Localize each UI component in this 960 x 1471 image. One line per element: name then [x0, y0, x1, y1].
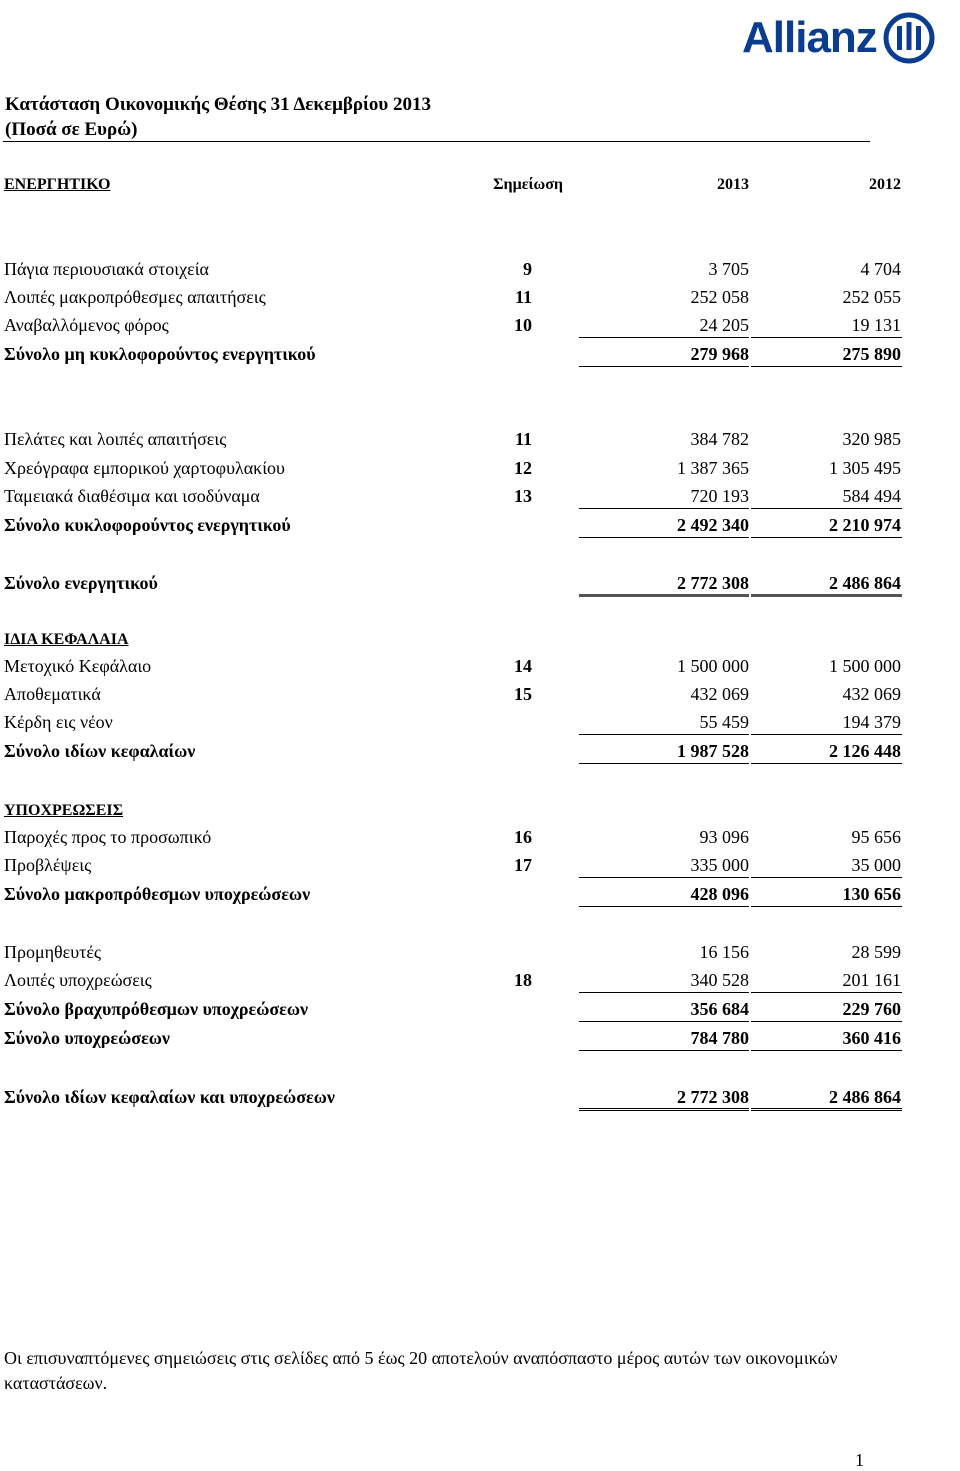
title-divider [3, 141, 870, 142]
total-equity-liabilities-row: Σύνολο ιδίων κεφαλαίων και υποχρεώσεων 2 772 308 2 486 864 [4, 1087, 901, 1107]
table-row: Λοιπές μακροπρόθεσμες απαιτήσεις 11 252 058 252 055 [4, 287, 901, 307]
subtotal-row: Σύνολο υποχρεώσεων 784 780 360 416 [4, 1028, 901, 1048]
subtotal-rule [751, 337, 902, 338]
page-number: 1 [855, 1450, 864, 1470]
total-rule [579, 594, 749, 597]
subtotal-rule [751, 508, 902, 509]
section-equity-heading: ΙΔΙΑ ΚΕΦΑΛΑΙΑ [4, 631, 129, 648]
document-title [5, 92, 431, 142]
subtotal-rule [579, 1050, 749, 1051]
table-row: Μετοχικό Κεφάλαιο 14 1 500 000 1 500 000 [4, 656, 901, 676]
table-row: Αναβαλλόμενος φόρος 10 24 205 19 131 [4, 315, 901, 335]
footer-note: Οι επισυναπτόμενες σημειώσεις στις σελίδες από 5 έως 20 αποτελούν αναπόσπαστο μέρος αυτών των οικονομικών καταστάσεων. [4, 1348, 838, 1393]
subtotal-row: Σύνολο μη κυκλοφορούντος ενεργητικού 279 968 275 890 [4, 344, 901, 364]
title-line-1: Κατάσταση Οικονομικής Θέσης 31 Δεκεμβρίου 2013 [5, 94, 432, 115]
subtotal-row: Σύνολο κυκλοφορούντος ενεργητικού 2 492 340 2 210 974 [4, 515, 901, 535]
logo-text: Allianz [742, 13, 877, 62]
table-row: Πελάτες και λοιπές απαιτήσεις 11 384 782 320 985 [4, 429, 901, 449]
subtotal-rule [579, 906, 749, 907]
subtotal-rule [579, 508, 749, 509]
section-liabilities-heading: ΥΠΟΧΡΕΩΣΕΙΣ [4, 802, 124, 819]
subtotal-rule [579, 1021, 749, 1022]
subtotal-rule [579, 366, 749, 367]
table-row: Προβλέψεις 17 335 000 35 000 [4, 855, 901, 875]
allianz-logo [742, 12, 935, 64]
subtotal-rule [751, 1050, 902, 1051]
table-row: Χρεόγραφα εμπορικού χαρτοφυλακίου 12 1 387 365 1 305 495 [4, 458, 901, 478]
table-row: Ταμειακά διαθέσιμα και ισοδύναμα 13 720 193 584 494 [4, 486, 901, 506]
table-row: Παροχές προς το προσωπικό 16 93 096 95 656 [4, 827, 901, 847]
section-assets-heading: ΕΝΕΡΓΗΤΙΚΟ [4, 176, 111, 193]
total-double-rule [579, 1108, 749, 1111]
table-row: Προμηθευτές 16 156 28 599 [4, 942, 901, 962]
note-column-header: Σημείωση [493, 176, 563, 193]
column-header-row [0, 176, 960, 200]
subtotal-row: Σύνολο βραχυπρόθεσμων υποχρεώσεων 356 684 229 760 [4, 999, 901, 1019]
subtotal-rule [579, 337, 749, 338]
subtotal-rule [579, 537, 749, 538]
subtotal-rule [579, 877, 749, 878]
total-rule [751, 594, 902, 597]
subtotal-rule [751, 763, 902, 764]
subtotal-rule [751, 366, 902, 367]
year-2012-header: 2012 [869, 176, 901, 193]
year-2013-header: 2013 [717, 176, 749, 193]
total-double-rule [751, 1108, 902, 1111]
subtotal-rule [751, 906, 902, 907]
table-row: Αποθεματικά 15 432 069 432 069 [4, 684, 901, 704]
subtotal-rule [751, 537, 902, 538]
table-row: Κέρδη εις νέον 55 459 194 379 [4, 712, 901, 732]
allianz-eagle-icon [883, 12, 935, 64]
subtotal-rule [579, 763, 749, 764]
subtotal-rule [751, 992, 902, 993]
subtotal-row: Σύνολο ιδίων κεφαλαίων 1 987 528 2 126 448 [4, 741, 901, 761]
subtotal-rule [579, 734, 749, 735]
table-row: Λοιπές υποχρεώσεις 18 340 528 201 161 [4, 970, 901, 990]
subtotal-rule [751, 877, 902, 878]
subtotal-row: Σύνολο μακροπρόθεσμων υποχρεώσεων 428 096 130 656 [4, 884, 901, 904]
subtotal-rule [751, 1021, 902, 1022]
total-assets-row: Σύνολο ενεργητικού 2 772 308 2 486 864 [4, 573, 901, 593]
table-row: Πάγια περιουσιακά στοιχεία 9 3 705 4 704 [4, 259, 901, 279]
subtotal-rule [579, 992, 749, 993]
title-line-2: (Ποσά σε Ευρώ) [5, 119, 138, 140]
subtotal-rule [751, 734, 902, 735]
